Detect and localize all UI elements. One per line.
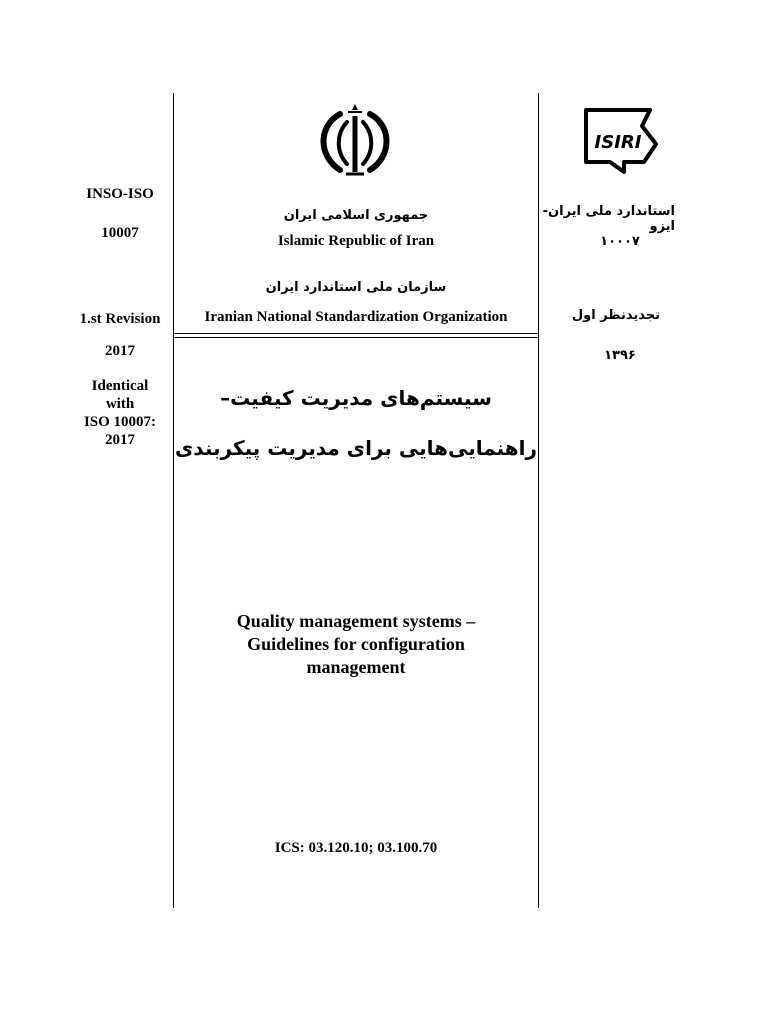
standard-name-fa: استاندارد ملی ایران-ایزو (542, 204, 675, 234)
revision-year: 2017 (105, 343, 135, 359)
organization-name-fa: سازمان ملی استاندارد ایران (265, 280, 447, 295)
year-fa: ۱۳۹۶ (604, 348, 636, 363)
iran-emblem-icon (310, 102, 400, 182)
republic-name-en: Islamic Republic of Iran (277, 233, 435, 249)
header-rule-bottom (173, 337, 539, 338)
isiri-logo-icon (580, 106, 660, 176)
standard-number: 10007 (101, 225, 139, 241)
title-en-line: management (306, 657, 406, 677)
standard-number-fa: ۱۰۰۰۷ (600, 234, 640, 249)
identical-with-block (60, 377, 180, 449)
republic-name-fa: جمهوری اسلامی ایران (283, 208, 429, 223)
identical-line: 2017 (105, 432, 135, 448)
right-divider-line (538, 93, 539, 908)
identical-line: Identical (91, 378, 149, 394)
title-fa-line1: سیستم‌های مدیریت کیفیت– (220, 386, 492, 410)
title-en-line: Guidelines for configuration (247, 634, 465, 654)
title-fa-line2: راهنمایی‌هایی برای مدیریت پیکربندی (174, 436, 538, 460)
identical-line: ISO 10007: (83, 414, 157, 430)
revision-fa: تجدیدنظر اول (571, 308, 660, 323)
title-en-line: Quality management systems – (236, 611, 476, 631)
standard-code: INSO-ISO (86, 186, 154, 202)
ics-code: ICS: 03.120.10; 03.100.70 (274, 840, 438, 856)
isiri-logo-text: ISIRI (594, 132, 642, 153)
organization-name-en: Iranian National Standardization Organization (204, 309, 508, 325)
revision-label: 1.st Revision (79, 311, 161, 327)
identical-line: with (105, 396, 135, 412)
title-en (174, 610, 538, 679)
header-rule-top (173, 333, 539, 334)
